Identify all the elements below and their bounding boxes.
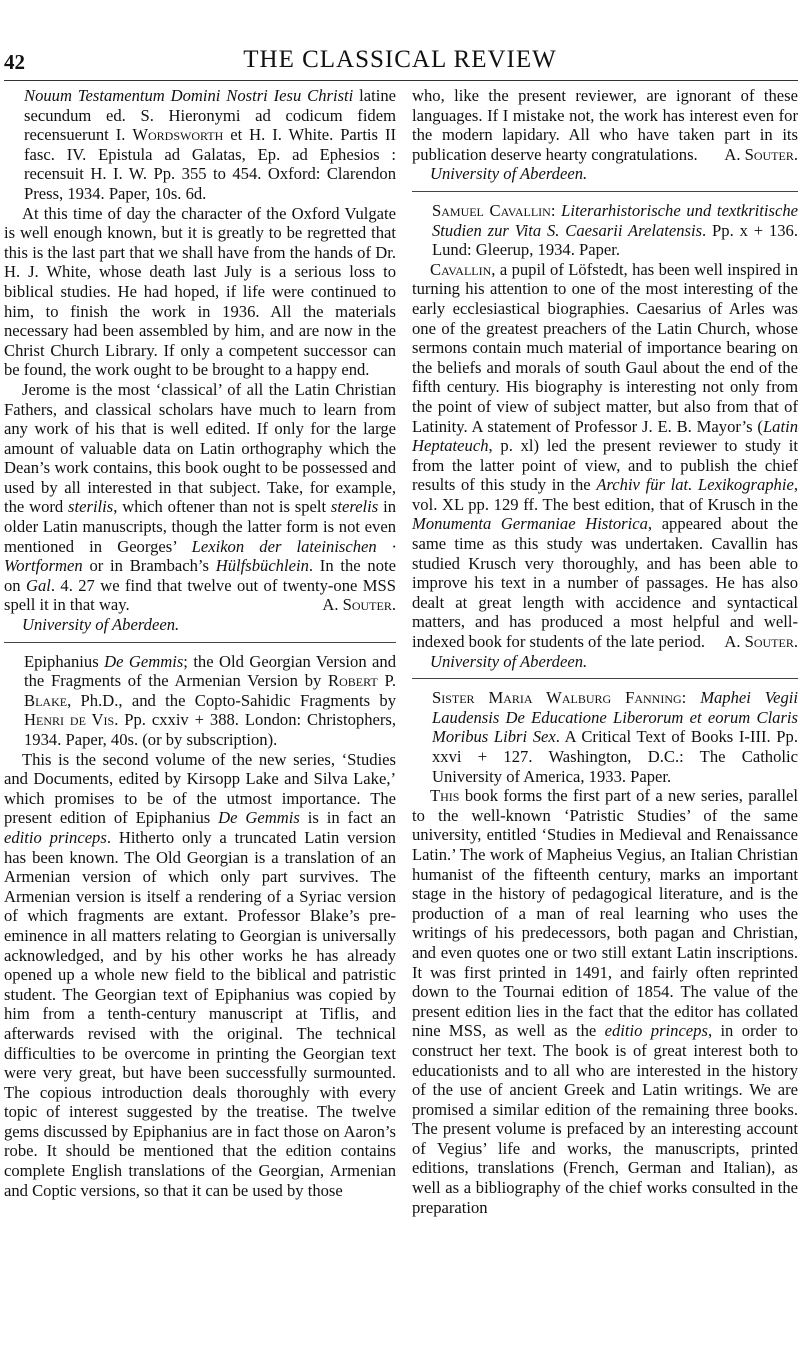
review-paragraph [412, 86, 798, 164]
reviewer-signature: A. Souter. [724, 632, 798, 652]
book-title: De Gemmis [104, 651, 184, 671]
review-paragraph: At this time of day the character of the Oxford Vulgate is well enough known, but it is greatly to be regretted that this is the last part that we shall have from the hands of Dr. H. J. White, whose death last July is a serious loss to biblical studies. He had hoped, if life were continued to him, to finish the work in 1936. All the materials necessary had been assembled by him, and are now in the Christ Church Library. If only a competent successor can be found, the work ought to be brought to a happy end. [4, 203, 396, 380]
lead-word: This [430, 786, 460, 806]
bibliographic-entry [412, 688, 798, 786]
text: or in Brambach’s [82, 556, 216, 576]
right-column [412, 86, 798, 1217]
author-name: Robert P. Blake [24, 671, 396, 710]
review-vulgate [4, 86, 396, 635]
text: Jerome is the most ‘classical’ of all the Latin Christian Fathers, and classical scholars have much to learn from any work of his that is well edited. If only for the large amount of valuable data on Latin orthography which the Dean’s work contains, this book ought to be possessed and used by all interested in that subject. Take, for example, the word [4, 379, 396, 517]
italic-title: Lexikon der lateinischen · Wortformen [4, 536, 396, 576]
review-paragraph [4, 380, 396, 615]
text: . 4. 27 we find that twelve out of twenty-one MSS spell it in that way. [4, 575, 396, 615]
biblio-text: ; the Old Georgian Version and the Fragments of the Armenian Version by [24, 651, 397, 691]
section-divider [4, 642, 396, 643]
biblio-text: : [681, 688, 701, 708]
text: , which oftener than not is spelt [113, 497, 331, 517]
bibliographic-entry [4, 652, 396, 750]
bibliographic-entry [412, 201, 798, 260]
biblio-text: Epiphanius [24, 651, 105, 671]
book-title: Literarhistorische und textkritische Studien zur Vita S. Caesarii Arelatensis [432, 200, 798, 240]
editor-name: Wordsworth [132, 125, 224, 145]
review-fanning [412, 688, 798, 1217]
italic-term: sterelis [330, 497, 379, 517]
page-header [0, 0, 800, 78]
italic-title: Hülfsbüchlein [215, 556, 309, 576]
biblio-text: . A Critical Text of Books I-III. Pp. xxvi + 127. Washington, D.C.: The Catholic University of America, 1933. Paper. [432, 727, 798, 786]
italic-title: Monumenta Germaniae Historica [412, 514, 648, 534]
biblio-text: . Pp. cxxiv + 388. London: Christophers, 1934. Paper, 40s. (or by subscription). [24, 710, 396, 749]
section-divider [412, 678, 798, 679]
page-number: 42 [4, 50, 25, 74]
bibliographic-entry [4, 86, 396, 204]
text: . Hitherto only a truncated Latin version has been known. The Old Georgian is a translation of an Armenian version of which only part survives. The Armenian version is itself a rendering of a Syriac version of which fragments are extant. Professor Blake’s pre-eminence in all matters relating to Georgian is universally acknowledged, and by his other works he has already opened up a whole new field to the biblical and patristic student. The Georgian text of Epiphanius was copied by him from a tenth-century manuscript at Tiflis, and afterwards revised with the original. The technical difficulties to be overcome in printing the Georgian text were very great, but have been successfully surmounted. The copious introduction deals thoroughly with every topic of interest suggested by the treatise. The twelve gems discussed by Epiphanius are in fact those on Aaron’s robe. It should be mentioned that the edition contains complete English translations of the Georgian, Armenian and Coptic versions, so that it can be used by those [4, 827, 396, 1200]
reviewer-affiliation: University of Aberdeen. [430, 651, 588, 671]
review-paragraph [4, 750, 396, 1201]
review-de-gemmis [4, 652, 396, 1201]
review-paragraph [412, 260, 798, 652]
header-rule [4, 80, 798, 81]
text: who, like the present reviewer, are ignorant of these languages. If I mistake not, the work has interest even for the modern lapidary. All who have taken part in its publication deserve hearty congratulations. [412, 86, 798, 164]
text: , a pupil of Löfstedt, has been well inspired in turning his attention to one of the most interesting of the early ecclesiastical biographies. Caesarius of Arles was one of the greatest preachers of the Latin Church, whose sermons contain much material of importance bearing on the beliefs and morals of south Gaul about the end of the fifth century. His biography is interesting not only from the point of view of subject matter, but also from that of Latinity. A statement of Professor J. E. B. Mayor’s ( [412, 259, 798, 436]
biblio-text: : [550, 200, 562, 220]
italic-term: sterilis [68, 497, 114, 517]
left-column [4, 86, 396, 1200]
reviewer-signature: A. Souter. [322, 595, 396, 615]
text: in older Latin manuscripts, though the latter form is not even mentioned in Georges’ [4, 497, 396, 556]
italic-title: Latin Heptateuch [412, 416, 798, 456]
text: , vol. XL pp. 129 ff. The best edition, that of Krusch in the [412, 475, 798, 514]
text: , in order to construct her text. The book is of great interest both to educationists and to all who are interested in the history of the use of ancient Greek and Latin writings. We are promised a similar edition of the remaining three books. The present volume is prefaced by an interesting account of Vegius’ life and works, the manuscripts, printed editions, translations (French, German and Italian), as well as a bibliography of the chief works consulted in the preparation [412, 1021, 799, 1217]
review-cavallin [412, 201, 798, 671]
italic-ref: Gal [25, 575, 51, 595]
text: This is the second volume of the new series, ‘Studies and Documents, edited by Kirsopp Lake and Silva Lake,’ which promises to be of the utmost importance. The present edition of Epiphanius [4, 749, 396, 828]
review-de-gemmis-continued [412, 86, 798, 184]
text: , appeared about the same time as this study was undertaken. Cavallin has studied Krusch very thoroughly, and has been able to improve his text in a number of passages. He has also dealt at great length with accidence and syntactical matters, and has produced a most helpful and well-indexed book for students of the late period. [412, 514, 798, 652]
reviewer-affiliation: University of Aberdeen. [22, 615, 180, 635]
italic-term: editio princeps [4, 827, 107, 847]
biblio-text: et H. I. White. Partis II fasc. IV. Epistula ad Galatas, Ep. ad Ephesios : recensuit H. I. W. Pp. 355 to 454. Oxford: Clarendon Press, 1934. Paper, 10s. 6d. [24, 125, 396, 203]
text: book forms the first part of a new series, parallel to the well-known ‘Patristic Studies’ of the same university, entitled ‘Studies in Medieval and Renaissance Latin.’ The work of Mapheius Vegius, an Italian Christian humanist of the fifteenth century, marks an important stage in the history of pedagogical literature, and is the production of a man of real learning who uses the writings of his predecessors, both pagan and Christian, and even quotes one or two still extant Latin inscriptions. It was first printed in 1491, and fairly often reprinted down to the Tournai edition of 1854. The value of the present edition lies in the fact that the editor has collated nine MSS, as well as the [412, 786, 798, 1041]
text: is in fact an [299, 808, 396, 828]
book-title: Nouum Testamentum Domini Nostri Iesu Christi [24, 86, 354, 105]
author-name: Henri de Vis [24, 710, 115, 730]
italic-title: De Gemmis [218, 808, 300, 828]
biblio-text: latine secundum ed. S. Hieronymi ad codicum fidem recensuerunt I. [24, 86, 396, 145]
biblio-text: . Pp. x + 136. Lund: Gleerup, 1934. Paper. [432, 220, 798, 260]
italic-term: editio princeps [604, 1021, 708, 1041]
book-title: Maphei Vegii Laudensis De Educatione Liberorum et eorum Claris Moribus Libri Sex [432, 688, 798, 747]
running-title: THE CLASSICAL REVIEW [243, 46, 557, 73]
text: . In the note on [4, 556, 396, 595]
lead-word: Cavallin [430, 259, 492, 279]
review-paragraph [412, 786, 798, 1217]
reviewer-affiliation: University of Aberdeen. [430, 164, 588, 184]
reviewer-signature: A. Souter. [724, 144, 798, 164]
author-name: Samuel Cavallin [432, 200, 551, 220]
section-divider [412, 191, 798, 192]
italic-title: Archiv für lat. Lexikographie [596, 475, 794, 495]
text: , p. xl) led the present reviewer to study it from the latter point of view, and to publish the chief results of this study in the [412, 436, 798, 495]
author-name: Sister Maria Walburg Fanning [432, 688, 682, 708]
biblio-text: , Ph.D., and the Copto-Sahidic Fragments by [67, 690, 396, 710]
